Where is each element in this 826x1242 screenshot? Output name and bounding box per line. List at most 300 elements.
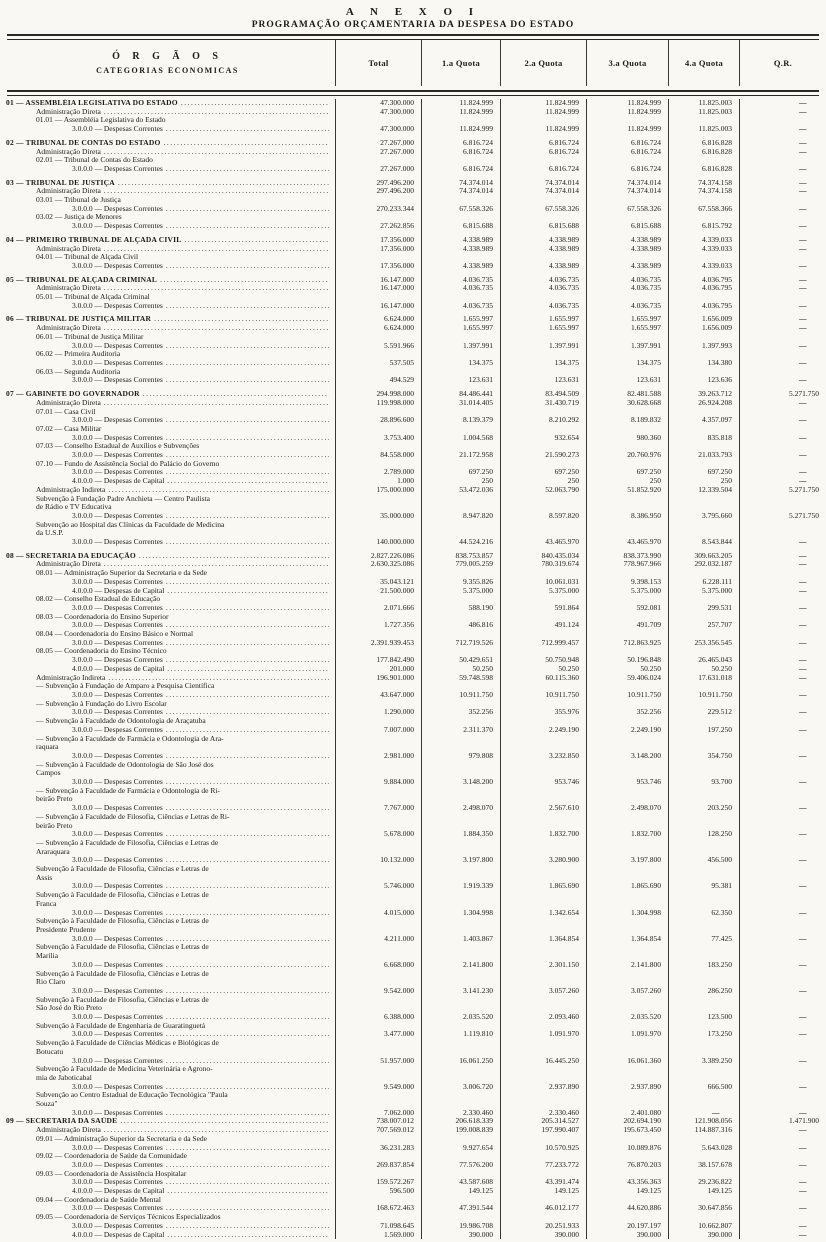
- value-cell: [668, 1048, 739, 1057]
- row-label: São José do Rio Preto: [36, 1004, 102, 1013]
- qr-cell: —: [739, 125, 826, 134]
- row-label-cell: [0, 408, 335, 417]
- value-cell: [421, 1213, 500, 1222]
- value-cell: 6.816.724: [500, 165, 586, 174]
- table-row: [0, 700, 826, 709]
- value-cell: 197.990.407: [500, 1126, 586, 1135]
- value-cell: [668, 647, 739, 656]
- row-label: 06.01 — Tribunal de Justiça Militar: [36, 332, 144, 341]
- row-label: Administração Direta: [36, 284, 101, 293]
- value-cell: [586, 213, 668, 222]
- row-label: Administração Direta: [36, 324, 101, 333]
- value-cell: 16.061.250: [421, 1057, 500, 1066]
- table-row: [0, 813, 826, 822]
- row-label-cell: [0, 978, 335, 987]
- row-label-cell: [0, 276, 335, 285]
- value-cell: 3.753.400: [335, 434, 421, 443]
- value-cell: [335, 717, 421, 726]
- value-cell: [421, 717, 500, 726]
- dotted-leader: [166, 639, 329, 648]
- value-cell: [586, 595, 668, 604]
- value-cell: 250: [500, 477, 586, 486]
- value-cell: 6.624.000: [335, 324, 421, 333]
- value-cell: 7.062.000: [335, 1109, 421, 1118]
- row-label-cell: [0, 830, 335, 839]
- row-label-cell: [0, 935, 335, 944]
- value-cell: 43.465.970: [500, 538, 586, 547]
- value-cell: [668, 717, 739, 726]
- value-cell: [668, 460, 739, 469]
- table-row: [0, 390, 826, 399]
- row-label: 3.0.0.0 — Despesas Correntes: [72, 358, 163, 367]
- value-cell: 77.425: [668, 935, 739, 944]
- value-cell: 4.338.989: [586, 236, 668, 245]
- row-label-cell: [0, 368, 335, 377]
- table-row: [0, 512, 826, 521]
- value-cell: [500, 1074, 586, 1083]
- table-row: [0, 778, 826, 787]
- value-cell: [421, 647, 500, 656]
- qr-cell: [739, 350, 826, 359]
- value-cell: 74.374.158: [668, 187, 739, 196]
- value-cell: [668, 1004, 739, 1013]
- value-cell: 62.350: [668, 909, 739, 918]
- value-cell: 119.998.000: [335, 399, 421, 408]
- table-row: [0, 552, 826, 561]
- value-cell: 6.815.688: [586, 222, 668, 231]
- qr-cell: [739, 787, 826, 796]
- value-cell: 140.000.000: [335, 538, 421, 547]
- value-cell: 1.832.700: [586, 830, 668, 839]
- qr-cell: [739, 529, 826, 538]
- value-cell: [421, 495, 500, 504]
- value-cell: [335, 952, 421, 961]
- value-cell: 588.190: [421, 604, 500, 613]
- row-label-cell: [0, 996, 335, 1005]
- value-cell: [586, 1004, 668, 1013]
- row-label-cell: [0, 434, 335, 443]
- row-label-cell: [0, 512, 335, 521]
- dotted-leader: [108, 674, 329, 683]
- value-cell: [500, 761, 586, 770]
- value-cell: [421, 408, 500, 417]
- value-cell: [335, 333, 421, 342]
- value-cell: 30.647.856: [668, 1204, 739, 1213]
- value-cell: 712.863.925: [586, 639, 668, 648]
- value-cell: 47.300.000: [335, 99, 421, 108]
- table-row: [0, 874, 826, 883]
- row-label: 3.0.0.0 — Despesas Correntes: [72, 1056, 163, 1065]
- value-cell: [335, 848, 421, 857]
- row-label-cell: [0, 1057, 335, 1066]
- row-label-cell: [0, 416, 335, 425]
- qr-cell: [739, 333, 826, 342]
- row-label: Administração Direta: [36, 187, 101, 196]
- table-row: [0, 245, 826, 254]
- qr-cell: [739, 996, 826, 1005]
- value-cell: 52.063.790: [500, 486, 586, 495]
- table-row: [0, 987, 826, 996]
- value-cell: 28.896.600: [335, 416, 421, 425]
- qr-cell: —: [739, 222, 826, 231]
- value-cell: 5.643.028: [668, 1144, 739, 1153]
- qr-cell: —: [739, 752, 826, 761]
- row-label-cell: [0, 987, 335, 996]
- value-cell: 494.529: [335, 376, 421, 385]
- value-cell: [668, 917, 739, 926]
- table-row: [0, 909, 826, 918]
- row-label-cell: [0, 630, 335, 639]
- value-cell: 738.007.012: [335, 1117, 421, 1126]
- value-cell: 6.668.000: [335, 961, 421, 970]
- row-label-cell: [0, 743, 335, 752]
- qr-cell: —: [739, 187, 826, 196]
- value-cell: 697.250: [500, 468, 586, 477]
- value-cell: 2.401.080: [586, 1109, 668, 1118]
- value-cell: 4.036.735: [500, 302, 586, 311]
- value-cell: [335, 495, 421, 504]
- value-cell: 11.824.999: [421, 125, 500, 134]
- table-row: [0, 333, 826, 342]
- value-cell: [668, 213, 739, 222]
- row-label: Administração Direta: [36, 1126, 101, 1135]
- row-label-cell: [0, 717, 335, 726]
- value-cell: 31.014.405: [421, 399, 500, 408]
- value-cell: 6.815.688: [421, 222, 500, 231]
- value-cell: [668, 156, 739, 165]
- value-cell: [421, 970, 500, 979]
- qr-cell: [739, 253, 826, 262]
- value-cell: [668, 865, 739, 874]
- dotted-leader: [166, 1083, 329, 1092]
- value-cell: [421, 900, 500, 909]
- dotted-leader: [166, 1222, 329, 1231]
- value-cell: [500, 460, 586, 469]
- qr-cell: —: [739, 1231, 826, 1240]
- value-cell: 6.816.724: [421, 165, 500, 174]
- row-label: 3.0.0.0 — Despesas Correntes: [72, 416, 163, 425]
- row-label-cell: [0, 165, 335, 174]
- value-cell: [335, 1039, 421, 1048]
- row-label: 3.0.0.0 — Despesas Correntes: [72, 261, 163, 270]
- row-label-cell: [0, 778, 335, 787]
- value-cell: [421, 813, 500, 822]
- dotted-leader: [154, 315, 329, 324]
- value-cell: [421, 1065, 500, 1074]
- qr-cell: —: [739, 1109, 826, 1118]
- value-cell: [668, 503, 739, 512]
- qr-cell: —: [739, 315, 826, 324]
- dotted-leader: [104, 560, 329, 569]
- value-cell: [335, 1065, 421, 1074]
- row-label: Araraquara: [36, 847, 70, 856]
- value-cell: 486.816: [421, 621, 500, 630]
- row-label: 3.0.0.0 — Despesas Correntes: [72, 603, 163, 612]
- row-label: Subvenção à Faculdade de Filosofia, Ciências e Letras de: [36, 917, 209, 926]
- value-cell: 9.927.654: [421, 1144, 500, 1153]
- qr-cell: —: [739, 909, 826, 918]
- value-cell: [500, 529, 586, 538]
- row-label-cell: [0, 769, 335, 778]
- table-row: [0, 468, 826, 477]
- table-row: [0, 425, 826, 434]
- table-row: [0, 376, 826, 385]
- value-cell: 838.373.990: [586, 552, 668, 561]
- value-cell: 76.870.203: [586, 1161, 668, 1170]
- row-label-cell: [0, 1022, 335, 1031]
- qr-cell: 1.471.900: [739, 1117, 826, 1126]
- row-label-cell: [0, 952, 335, 961]
- value-cell: 199.008.839: [421, 1126, 500, 1135]
- value-cell: [668, 943, 739, 952]
- row-label-cell: [0, 569, 335, 578]
- value-cell: 1.655.997: [500, 315, 586, 324]
- table-row: [0, 1178, 826, 1187]
- table-row: [0, 717, 826, 726]
- qr-cell: —: [739, 674, 826, 683]
- value-cell: [335, 1091, 421, 1100]
- value-cell: 6.816.724: [500, 139, 586, 148]
- table-row: [0, 236, 826, 245]
- row-label-cell: [0, 99, 335, 108]
- qr-cell: [739, 521, 826, 530]
- value-cell: 17.356.000: [335, 262, 421, 271]
- value-cell: [668, 891, 739, 900]
- value-cell: [335, 700, 421, 709]
- row-label: 3.0.0.0 — Despesas Correntes: [72, 222, 163, 231]
- table-row: [0, 460, 826, 469]
- value-cell: 953.746: [500, 778, 586, 787]
- table-row: [0, 1048, 826, 1057]
- row-label-cell: [0, 795, 335, 804]
- dotted-leader: [118, 179, 329, 188]
- row-label: 07.02 — Casa Militar: [36, 424, 102, 433]
- table-row: [0, 148, 826, 157]
- row-label: 3.0.0.0 — Despesas Correntes: [72, 164, 163, 173]
- row-label: 3.0.0.0 — Despesas Correntes: [72, 986, 163, 995]
- value-cell: [500, 647, 586, 656]
- row-label-cell: [0, 552, 335, 561]
- value-cell: 9.549.000: [335, 1083, 421, 1092]
- table-row: [0, 848, 826, 857]
- value-cell: [500, 1039, 586, 1048]
- dotted-leader: [166, 856, 329, 865]
- value-cell: 491.124: [500, 621, 586, 630]
- row-label: 3.0.0.0 — Despesas Correntes: [72, 1030, 163, 1039]
- value-cell: 128.250: [668, 830, 739, 839]
- dotted-leader: [166, 205, 329, 214]
- qr-cell: —: [739, 416, 826, 425]
- value-cell: 17.356.000: [335, 236, 421, 245]
- value-cell: [668, 735, 739, 744]
- value-cell: 354.750: [668, 752, 739, 761]
- value-cell: 838.753.857: [421, 552, 500, 561]
- value-cell: 1.655.997: [586, 315, 668, 324]
- value-cell: [421, 196, 500, 205]
- dotted-leader: [104, 108, 329, 117]
- row-label: Subvenção à Faculdade de Filosofia, Ciências e Letras de: [36, 865, 209, 874]
- table-row: [0, 917, 826, 926]
- value-cell: 43.587.608: [421, 1178, 500, 1187]
- qr-cell: —: [739, 1178, 826, 1187]
- row-label: 3.0.0.0 — Despesas Correntes: [72, 511, 163, 520]
- row-label-cell: [0, 293, 335, 302]
- row-label-cell: [0, 442, 335, 451]
- qr-cell: [739, 900, 826, 909]
- value-cell: [586, 996, 668, 1005]
- value-cell: 59.748.598: [421, 674, 500, 683]
- row-label: 03.02 — Justiça de Menores: [36, 213, 122, 222]
- value-cell: [500, 787, 586, 796]
- value-cell: [335, 521, 421, 530]
- row-label: 07 — GABINETE DO GOVERNADOR: [6, 390, 140, 399]
- table-row: [0, 952, 826, 961]
- row-label-cell: [0, 148, 335, 157]
- qr-cell: —: [739, 1222, 826, 1231]
- value-cell: 67.558.326: [421, 205, 500, 214]
- qr-cell: —: [739, 656, 826, 665]
- value-cell: [335, 408, 421, 417]
- row-label: 06.02 — Primeira Auditoria: [36, 350, 121, 359]
- qr-cell: [739, 293, 826, 302]
- value-cell: [500, 1004, 586, 1013]
- value-cell: 43.391.474: [500, 1178, 586, 1187]
- row-label-cell: [0, 1222, 335, 1231]
- value-cell: 1.397.993: [668, 342, 739, 351]
- value-cell: [421, 682, 500, 691]
- qr-cell: —: [739, 1126, 826, 1135]
- value-cell: 5.375.000: [668, 587, 739, 596]
- row-label-cell: [0, 735, 335, 744]
- qr-cell: [739, 1100, 826, 1109]
- value-cell: 46.012.177: [500, 1204, 586, 1213]
- value-cell: 123.500: [668, 1013, 739, 1022]
- row-label-cell: [0, 529, 335, 538]
- value-cell: [335, 787, 421, 796]
- value-cell: 1.091.970: [586, 1030, 668, 1039]
- row-label-cell: [0, 187, 335, 196]
- value-cell: 953.746: [586, 778, 668, 787]
- row-label: 08.02 — Conselho Estadual de Educação: [36, 595, 161, 604]
- row-label: 3.0.0.0 — Despesas Correntes: [72, 577, 163, 586]
- row-label-cell: [0, 390, 335, 399]
- value-cell: [421, 350, 500, 359]
- dotted-leader: [166, 830, 329, 839]
- value-cell: [586, 613, 668, 622]
- value-cell: [335, 996, 421, 1005]
- value-cell: 537.505: [335, 359, 421, 368]
- row-label-cell: [0, 856, 335, 865]
- qr-cell: —: [739, 399, 826, 408]
- row-label-cell: [0, 1048, 335, 1057]
- row-label: 3.0.0.0 — Despesas Correntes: [72, 804, 163, 813]
- row-label-cell: [0, 460, 335, 469]
- row-label: 02 — TRIBUNAL DE CONTAS DO ESTADO: [6, 138, 161, 147]
- value-cell: [500, 630, 586, 639]
- row-label-cell: [0, 359, 335, 368]
- value-cell: [335, 595, 421, 604]
- value-cell: 201.000: [335, 665, 421, 674]
- dotted-leader: [166, 1161, 329, 1170]
- table-row: [0, 656, 826, 665]
- value-cell: [586, 1196, 668, 1205]
- row-label-cell: [0, 1100, 335, 1109]
- value-cell: [668, 1100, 739, 1109]
- value-cell: [500, 442, 586, 451]
- row-label: 3.0.0.0 — Despesas Correntes: [72, 778, 163, 787]
- value-cell: [668, 253, 739, 262]
- value-cell: 71.098.645: [335, 1222, 421, 1231]
- row-label: Subvenção à Faculdade de Engenharia de Guaratinguetá: [36, 1021, 206, 1030]
- value-cell: 5.591.966: [335, 342, 421, 351]
- row-label-cell: [0, 425, 335, 434]
- row-label: 4.0.0.0 — Despesas de Capital: [72, 477, 165, 486]
- table-body: [0, 96, 826, 1239]
- table-row: [0, 665, 826, 674]
- value-cell: [500, 943, 586, 952]
- value-cell: 177.842.490: [335, 656, 421, 665]
- value-cell: 12.339.504: [668, 486, 739, 495]
- row-label: 3.0.0.0 — Despesas Correntes: [72, 301, 163, 310]
- value-cell: [668, 521, 739, 530]
- value-cell: [586, 787, 668, 796]
- value-cell: 355.976: [500, 708, 586, 717]
- value-cell: [335, 1004, 421, 1013]
- qr-cell: —: [739, 324, 826, 333]
- value-cell: 1.304.998: [421, 909, 500, 918]
- table-row: [0, 276, 826, 285]
- qr-cell: [739, 1065, 826, 1074]
- value-cell: [586, 569, 668, 578]
- row-label: 4.0.0.0 — Despesas de Capital: [72, 1187, 165, 1196]
- value-cell: 7.007.000: [335, 726, 421, 735]
- table-row: [0, 865, 826, 874]
- value-cell: [421, 1196, 500, 1205]
- qr-cell: —: [739, 376, 826, 385]
- row-label: 3.0.0.0 — Despesas Correntes: [72, 1082, 163, 1091]
- table-row: [0, 205, 826, 214]
- value-cell: [668, 425, 739, 434]
- value-cell: [500, 978, 586, 987]
- value-cell: 38.157.678: [668, 1161, 739, 1170]
- row-label: 3.0.0.0 — Despesas Correntes: [72, 433, 163, 442]
- value-cell: 21.033.793: [668, 451, 739, 460]
- dotted-leader: [166, 451, 329, 460]
- value-cell: [586, 717, 668, 726]
- value-cell: 168.672.463: [335, 1204, 421, 1213]
- row-label-cell: [0, 1039, 335, 1048]
- value-cell: [335, 1048, 421, 1057]
- value-cell: 269.837.854: [335, 1161, 421, 1170]
- row-label: 3.0.0.0 — Despesas Correntes: [72, 125, 163, 134]
- value-cell: 1.004.568: [421, 434, 500, 443]
- row-label-cell: [0, 156, 335, 165]
- value-cell: 286.250: [668, 987, 739, 996]
- row-label: 3.0.0.0 — Despesas Correntes: [72, 691, 163, 699]
- value-cell: [500, 196, 586, 205]
- value-cell: [421, 116, 500, 125]
- value-cell: 1.884.350: [421, 830, 500, 839]
- value-cell: 74.374.014: [500, 187, 586, 196]
- header-orgaos: [0, 40, 335, 86]
- value-cell: 2.937.890: [500, 1083, 586, 1092]
- row-label-cell: [0, 324, 335, 333]
- value-cell: 4.036.735: [586, 302, 668, 311]
- value-cell: [668, 529, 739, 538]
- table-row: [0, 179, 826, 188]
- row-label: 3.0.0.0 — Despesas Correntes: [72, 751, 163, 760]
- table-row: [0, 743, 826, 752]
